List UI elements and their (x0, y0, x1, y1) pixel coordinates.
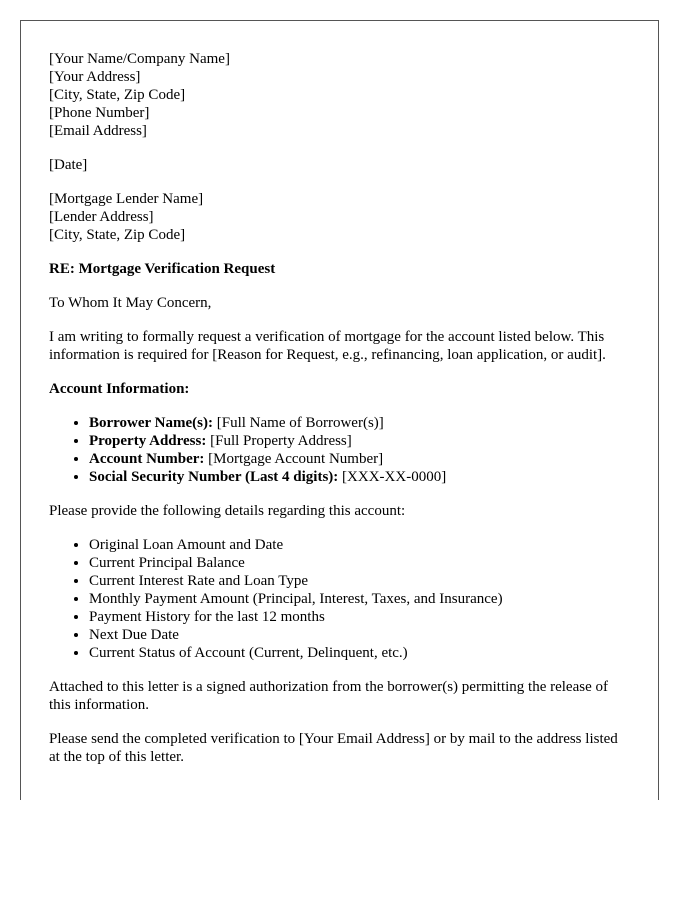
account-item-account-number (89, 450, 630, 468)
account-item-label: Borrower Name(s): (89, 415, 213, 431)
recipient-block (49, 190, 630, 244)
account-item-value: [Full Name of Borrower(s)] (212, 415, 384, 431)
list-item: • Current Principal Balance (89, 554, 630, 572)
recipient-name: [Mortgage Lender Name] (49, 191, 204, 207)
sender-phone: [Phone Number] (49, 105, 150, 121)
details-list (49, 536, 630, 662)
intro-paragraph: I am writing to formally request a verification of mortgage for the account listed below. This information is required for [Reason for Request, e.g., refinancing, loan application, or audit]. (49, 329, 606, 363)
date-block (49, 156, 630, 174)
list-item: • Monthly Payment Amount (Principal, Interest, Taxes, and Insurance) (89, 590, 630, 608)
list-item: • Current Interest Rate and Loan Type (89, 572, 630, 590)
sender-email: [Email Address] (49, 123, 147, 139)
account-item-label: Property Address: (89, 433, 207, 449)
account-info-heading: Account Information: (49, 381, 190, 397)
recipient-address: [Lender Address] (49, 209, 154, 225)
account-item-ssn (89, 468, 630, 486)
attached-note: Attached to this letter is a signed authorization from the borrower(s) permitting the release of this information. (49, 679, 608, 713)
account-info-list (49, 414, 630, 486)
list-item: • Current Status of Account (Current, Delinquent, etc.) (89, 644, 630, 662)
account-item-borrower (89, 414, 630, 432)
details-intro: Please provide the following details regarding this account: (49, 503, 406, 519)
letter-page (20, 20, 659, 800)
letter-date: [Date] (49, 157, 88, 173)
send-note: Please send the completed verification to [Your Email Address] or by mail to the address listed at the top of this letter. (49, 731, 618, 765)
list-item: • Payment History for the last 12 months (89, 608, 630, 626)
account-item-property (89, 432, 630, 450)
list-item: • Original Loan Amount and Date (89, 536, 630, 554)
salutation: To Whom It May Concern, (49, 295, 212, 311)
recipient-city-state-zip: [City, State, Zip Code] (49, 227, 186, 243)
subject-line: RE: Mortgage Verification Request (49, 261, 276, 277)
list-item: • Next Due Date (89, 626, 630, 644)
sender-city-state-zip: [City, State, Zip Code] (49, 87, 186, 103)
sender-block (49, 50, 630, 140)
account-item-label: Social Security Number (Last 4 digits): (89, 469, 339, 485)
account-item-value: [Full Property Address] (206, 433, 352, 449)
account-item-value: [Mortgage Account Number] (204, 451, 384, 467)
sender-name: [Your Name/Company Name] (49, 51, 230, 67)
sender-address: [Your Address] (49, 69, 141, 85)
account-item-value: [XXX-XX-0000] (338, 469, 447, 485)
account-item-label: Account Number: (89, 451, 205, 467)
